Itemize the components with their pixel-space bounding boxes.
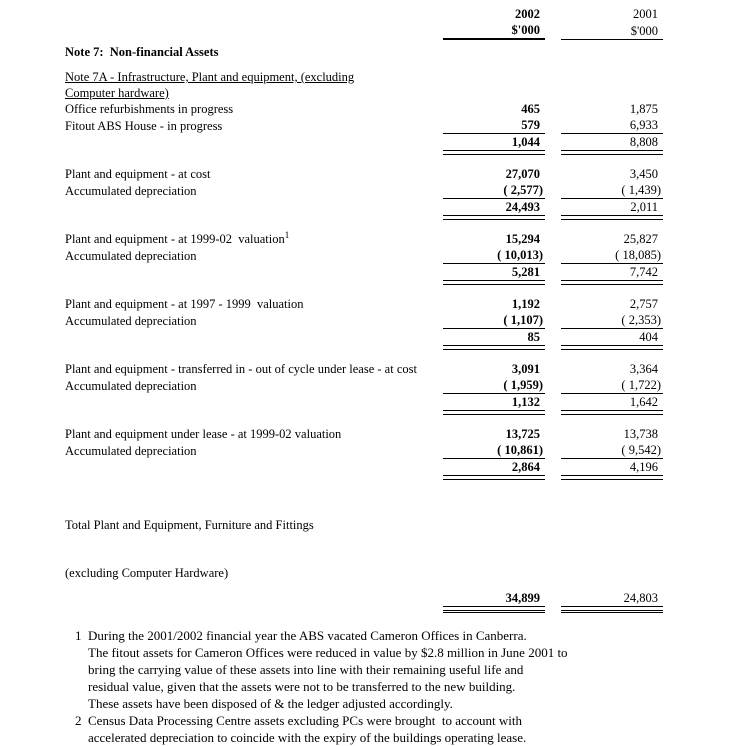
subtotal-amount-2002: 85: [443, 329, 545, 350]
subtotal-amount-2002: 1,132: [443, 394, 545, 415]
header-spacer: [65, 6, 427, 22]
section-gap: [65, 350, 663, 361]
table-row: [65, 231, 663, 247]
footnote-text-line: The fitout assets for Cameron Offices were reduced in value by $2.8 million in June 2001 to: [88, 645, 568, 660]
column-header-years: [65, 6, 663, 22]
table-row: [65, 442, 663, 459]
table-row: [65, 247, 663, 264]
amount-2001: ( 1,722): [561, 377, 663, 394]
amount-2001: 2,757: [629, 297, 658, 311]
amount-2001: 13,738: [623, 427, 658, 441]
footnote-2: [75, 712, 663, 746]
table-row: [65, 117, 663, 134]
subtotal-amount-2001: 404: [561, 329, 663, 350]
amount-2002: 3,091: [511, 362, 540, 376]
amount-2001: 25,827: [623, 232, 658, 246]
footnote-text-line: bring the carrying value of these assets into line with their remaining useful life and: [88, 662, 524, 677]
row-label: Plant and equipment - transferred in - out of cycle under lease - at cost: [65, 362, 417, 376]
total-row: [65, 485, 663, 613]
amount-2001: 3,364: [629, 362, 658, 376]
table-row: [65, 166, 663, 182]
footnote-text-line: accelerated depreciation to coincide with the expiry of the buildings operating lease.: [88, 730, 527, 745]
section-gap: [65, 415, 663, 426]
table-row: [65, 377, 663, 394]
row-label: Office refurbishments in progress: [65, 102, 234, 116]
header-spacer: [65, 24, 427, 40]
section-gap: [65, 220, 663, 231]
column-header-units: [65, 22, 663, 40]
table-row: [65, 296, 663, 312]
subnote-heading-line1: Note 7A - Infrastructure, Plant and equipment, (excluding: [65, 70, 355, 84]
row-label: Accumulated depreciation: [65, 249, 197, 263]
amount-2002: ( 1,107): [443, 312, 545, 329]
amount-2002: ( 10,013): [443, 247, 545, 264]
row-label: Plant and equipment - at cost: [65, 167, 211, 181]
subtotal-amount-2001: 8,808: [561, 134, 663, 155]
footnote-marker: 2: [75, 713, 82, 728]
footnote-reference: 1: [284, 229, 290, 240]
table-row: [65, 312, 663, 329]
amount-2002: ( 10,861): [443, 442, 545, 459]
footnote-text-line: Census Data Processing Centre assets excluding PCs were brought to account with: [88, 713, 522, 728]
row-label: Accumulated depreciation: [65, 379, 197, 393]
row-label: Plant and equipment under lease - at 1999-02 valuation: [65, 427, 342, 441]
row-label: Fitout ABS House - in progress: [65, 119, 223, 133]
amount-2001: ( 1,439): [561, 182, 663, 199]
subtotal-row: [65, 329, 663, 350]
footnotes: [75, 627, 663, 746]
total-amount-2002: 34,899: [443, 590, 545, 613]
amount-2002: 27,070: [505, 167, 540, 181]
subnote-heading: [65, 69, 663, 101]
total-amount-2001: 24,803: [561, 590, 663, 613]
amount-2001: 6,933: [561, 117, 663, 134]
footnote-1: [75, 627, 663, 712]
subtotal-amount-2001: 2,011: [561, 199, 663, 220]
subtotal-amount-2002: 2,864: [443, 459, 545, 480]
amount-2001: ( 18,085): [561, 247, 663, 264]
table-row: [65, 361, 663, 377]
amount-2002: 13,725: [505, 427, 540, 441]
row-label: Plant and equipment - at 1997 - 1999 valuation: [65, 297, 304, 311]
subtotal-amount-2002: 5,281: [443, 264, 545, 285]
subtotal-amount-2002: 1,044: [443, 134, 545, 155]
section-gap: [65, 155, 663, 166]
column-year-2002: 2002: [515, 7, 540, 21]
subtotal-row: [65, 264, 663, 285]
total-label: [65, 485, 427, 613]
column-unit-2001: $'000: [561, 23, 663, 40]
section-gap: [65, 285, 663, 296]
amount-2002: 1,192: [511, 297, 540, 311]
subtotal-amount-2001: 4,196: [561, 459, 663, 480]
amount-2002: ( 1,959): [443, 377, 545, 394]
column-year-2001: 2001: [633, 7, 658, 21]
total-label-line2: (excluding Computer Hardware): [65, 566, 229, 580]
footnote-text-line: residual value, given that the assets were not to be transferred to the new building.: [88, 679, 516, 694]
total-label-line1: Total Plant and Equipment, Furniture and Fittings: [65, 518, 314, 532]
subtotal-row: [65, 459, 663, 480]
subtotal-amount-2002: 24,493: [443, 199, 545, 220]
table-row: [65, 426, 663, 442]
footnote-text-line: During the 2001/2002 financial year the ABS vacated Cameron Offices in Canberra.: [88, 628, 527, 643]
note-title: Note 7: Non-financial Assets: [65, 45, 219, 59]
subtotal-amount-2001: 1,642: [561, 394, 663, 415]
table-row: [65, 182, 663, 199]
row-label: Accumulated depreciation: [65, 184, 197, 198]
amount-2001: 1,875: [629, 102, 658, 116]
amount-2002: ( 2,577): [443, 182, 545, 199]
footnote-text-line: These assets have been disposed of & the ledger adjusted accordingly.: [88, 696, 453, 711]
subtotal-row: [65, 134, 663, 155]
footnote-marker: 1: [75, 628, 82, 643]
amount-2002: 465: [521, 102, 540, 116]
subtotal-row: [65, 199, 663, 220]
amount-2002: 15,294: [505, 232, 540, 246]
row-label: Accumulated depreciation: [65, 314, 197, 328]
amount-2001: ( 9,542): [561, 442, 663, 459]
amount-2002: 579: [443, 117, 545, 134]
amount-2001: 3,450: [629, 167, 658, 181]
amount-2001: ( 2,353): [561, 312, 663, 329]
subnote-heading-line2: Computer hardware): [65, 86, 169, 100]
row-label: Plant and equipment - at 1999-02 valuation$^1$: [65, 229, 290, 246]
subtotal-amount-2001: 7,742: [561, 264, 663, 285]
table-row: [65, 101, 663, 117]
row-label: Accumulated depreciation: [65, 444, 197, 458]
column-unit-2002: $'000: [443, 22, 545, 40]
subtotal-row: [65, 394, 663, 415]
